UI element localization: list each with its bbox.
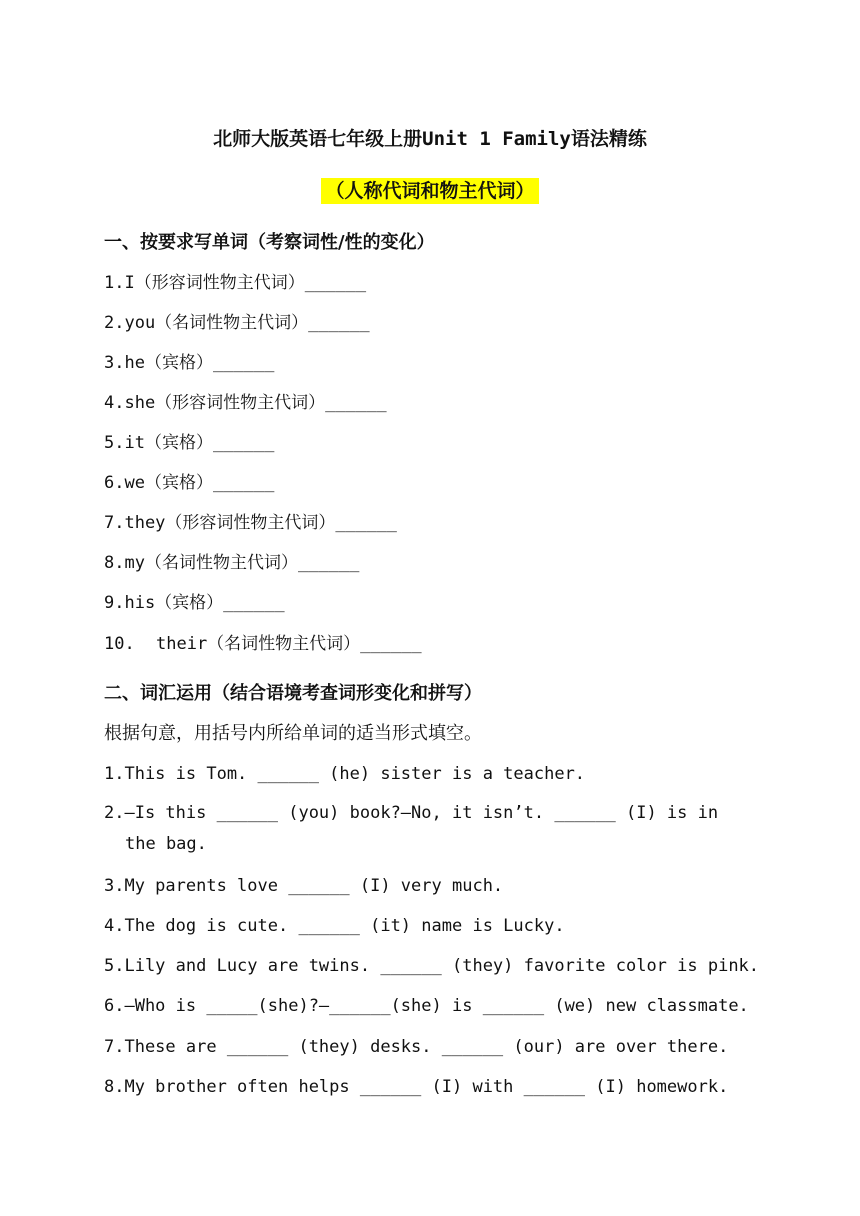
section2-item-6: 6.—Who is _____(she)?—______(she) is ______ (we) new classmate. <box>104 996 749 1016</box>
section1-item-1: 1.I（形容词性物主代词）______ <box>104 273 367 293</box>
section1-item-7: 7.they（形容词性物主代词）______ <box>104 513 397 533</box>
section2-item-2 <box>104 798 754 860</box>
section1-item-10-number: 10. <box>104 634 135 654</box>
subtitle-container <box>0 178 860 204</box>
section2-instruction: 根据句意，用括号内所给单词的适当形式填空。 <box>104 723 482 744</box>
section1-item-8: 8.my（名词性物主代词）______ <box>104 553 360 573</box>
section2-item-2-line-2: the bag. <box>125 834 207 854</box>
section1-item-9: 9.his（宾格）______ <box>104 593 285 613</box>
section2-item-7: 7.These are ______ (they) desks. ______ (our) are over there. <box>104 1037 729 1057</box>
section2-item-3: 3.My parents love ______ (I) very much. <box>104 876 504 896</box>
section1-heading: 一、按要求写单词（考察词性/性的变化） <box>104 232 435 253</box>
section1-item-5: 5.it（宾格）______ <box>104 433 275 453</box>
section2-heading: 二、词汇运用（结合语境考查词形变化和拼写） <box>104 683 482 704</box>
section1-item-3: 3.he（宾格）______ <box>104 353 275 373</box>
section2-item-5: 5.Lily and Lucy are twins. ______ (they) favorite color is pink. <box>104 956 760 976</box>
section1-item-10-text: their（名词性物主代词）______ <box>156 634 422 654</box>
section2-item-2-line-1: 2.—Is this ______ (you) book?—No, it isn’t. ______ (I) is in <box>104 803 719 823</box>
section1-item-6: 6.we（宾格）______ <box>104 473 275 493</box>
page-subtitle-highlighted: （人称代词和物主代词） <box>321 178 538 204</box>
section1-item-10 <box>104 631 422 657</box>
section2-item-1: 1.This is Tom. ______ (he) sister is a teacher. <box>104 764 586 784</box>
section1-item-2: 2.you（名词性物主代词）______ <box>104 313 370 333</box>
section2-item-4: 4.The dog is cute. ______ (it) name is Lucky. <box>104 916 565 936</box>
section2-item-8: 8.My brother often helps ______ (I) with ______ (I) homework. <box>104 1077 729 1097</box>
section1-item-4: 4.she（形容词性物主代词）______ <box>104 393 387 413</box>
page-title: 北师大版英语七年级上册Unit 1 Family语法精练 <box>213 128 647 150</box>
